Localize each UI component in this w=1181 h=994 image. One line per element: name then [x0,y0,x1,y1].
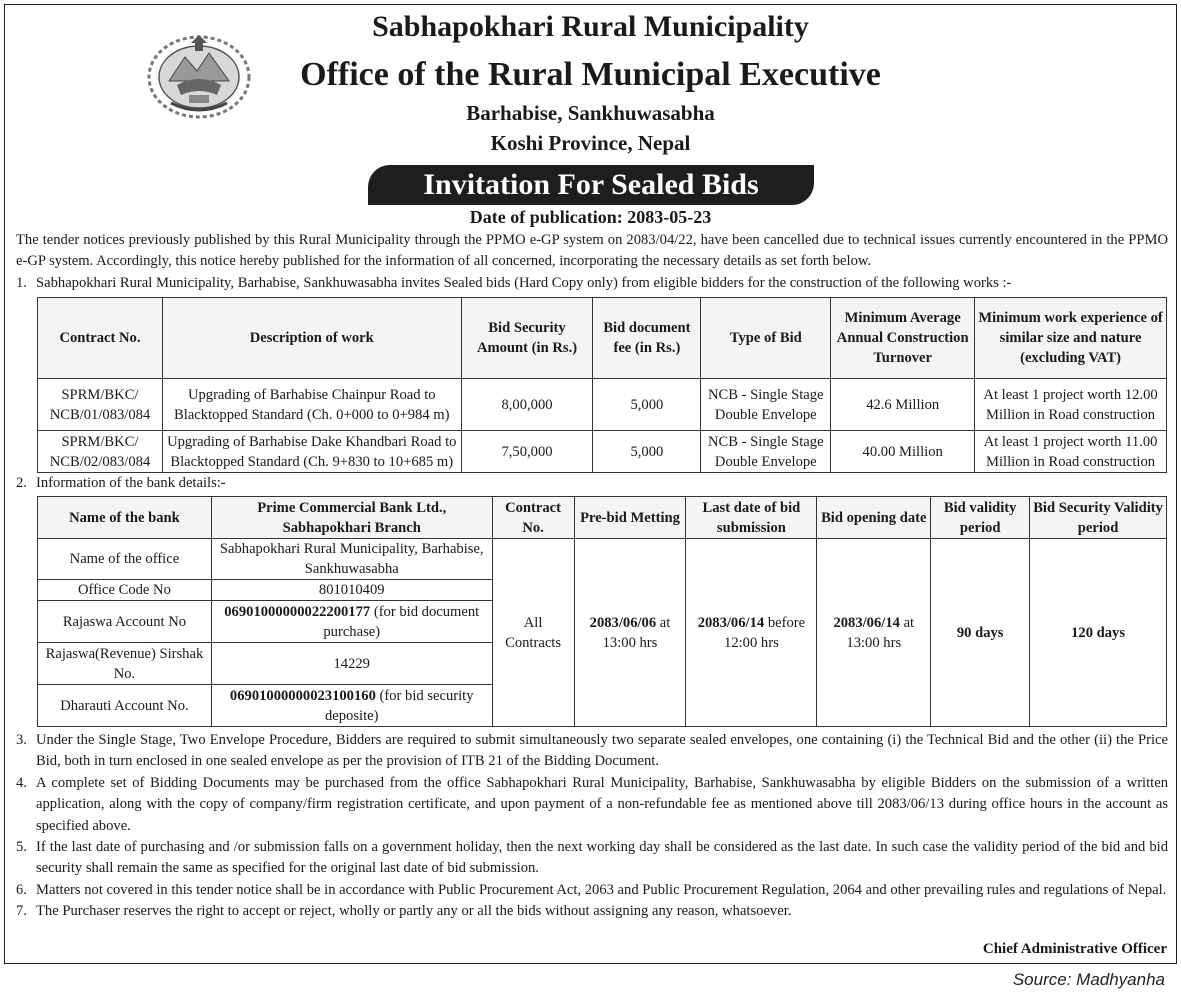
row-label: Rajaswa(Revenue) Sirshak No. [38,643,212,685]
list-item [16,730,1168,773]
row-value [211,643,492,685]
table-cell: 42.6 Million [831,379,975,431]
point-number: 6. [16,881,27,898]
row-value [211,685,492,727]
municipality-name: Sabhapokhari Rural Municipality [372,10,809,43]
opening-time: at 13:00 hrs [846,614,915,651]
col-header: Minimum work experience of similar size and nature (excluding VAT) [975,298,1167,379]
office-name: Office of the Rural Municipal Executive [300,56,881,93]
address-line-2: Koshi Province, Nepal [490,131,691,155]
contract-cell: All Contracts [492,539,574,727]
security-validity-cell: 120 days [1030,539,1167,727]
point-number: 1. [16,275,27,291]
title-banner: Invitation For Sealed Bids [368,165,814,205]
row-value-text: 801010409 [318,582,385,598]
col-header: Type of Bid [701,298,831,379]
prebid-time: at 13:00 hrs [602,614,671,651]
point-number: 4. [16,774,27,791]
notice-points [16,730,1168,923]
row-value [211,539,492,580]
table-row [38,379,1167,431]
col-header: Description of work [162,298,461,379]
intro-paragraph: The tender notices previously published by this Rural Municipality through the PPMO e-GP system on 2083/04/22, have been cancelled due to technical issues currently encountered in the PPMO e-GP system. Accordingly, this notice hereby published for the information of all concerned, incorporating the necessary details as set forth below. [16,232,1168,269]
works-table [37,297,1167,473]
point-number: 3. [16,732,27,748]
col-header: Pre-bid Metting [574,497,686,539]
publication-date: Date of publication: 2083-05-23 [469,207,712,227]
table-row [38,431,1167,473]
last-date-cell [686,539,817,727]
row-label: Dharauti Account No. [38,685,212,727]
address-line-1: Barhabise, Sankhuwasabha [466,101,715,125]
col-header: Minimum Average Annual Construction Turnover [831,298,975,379]
point-text: Sabhapokhari Rural Municipality, Barhabise, Sankhuwasabha invites Sealed bids (Hard Copy only) from eligible bidders for the construction of the following works :- [36,275,1012,291]
row-label: Rajaswa Account No [38,601,212,643]
point-text: A complete set of Bidding Documents may be purchased from the office Sabhapokhari Rural Municipality, Barhabise, Sankhuwasabha by eligible Bidders on the submission of a written application, along with the copy of company/firm registration certificate, and upon payment of a non-refundable fee as mentioned above till 2083/06/13 during office hours in the account as specified above. [36,774,1168,834]
point-number: 7. [16,903,27,920]
list-item [16,837,1168,880]
col-header: Bid document fee (in Rs.) [593,298,701,379]
point-text: Information of the bank details:- [36,475,226,491]
col-header: Name of the bank [38,497,212,539]
col-header: Bid Security Validity period [1030,497,1167,539]
point-text: The Purchaser reserves the right to accept or reject, wholly or partly any or all the bids without assigning any reason, whatsoever. [36,903,792,920]
bid-validity-cell: 90 days [931,539,1030,727]
point-text: Under the Single Stage, Two Envelope Procedure, Bidders are required to submit simultaneously two separate sealed envelopes, one containing (i) the Technical Bid and the other (ii) the Price Bid, both in turn enclosed in one sealed envelope as per the provision of ITB 21 of the Bidding Document. [36,732,1168,770]
col-header: Contract No. [492,497,574,539]
col-header: Bid validity period [931,497,1030,539]
row-label: Name of the office [38,539,212,580]
point-number: 5. [16,839,27,856]
table-cell: 5,000 [593,431,701,473]
signature-title: Chief Administrative Officer [982,941,1167,957]
list-item [16,901,1168,922]
point-1 [16,273,1168,294]
row-value-text: (for bid security deposite) [324,687,474,724]
list-item [16,880,1168,901]
table-cell: 40.00 Million [831,431,975,473]
col-header: Last date of bid submission [686,497,817,539]
list-item [16,773,1168,837]
table-cell: SPRM/BKC/ NCB/02/083/084 [38,431,163,473]
table-cell: NCB - Single Stage Double Envelope [701,379,831,431]
opening-date: 2083/06/14 [833,614,900,631]
col-header: Bid Security Amount (in Rs.) [461,298,593,379]
table-cell: At least 1 project worth 11.00 Million in Road construction [975,431,1167,473]
last-date: 2083/06/14 [697,614,765,631]
row-value-bold: 06901000000022200177 [224,603,371,620]
row-value [211,601,492,643]
last-date-time: before 12:00 hrs [724,614,806,651]
point-text: Matters not covered in this tender notice shall be in accordance with Public Procurement Act, 2063 and Public Procurement Regulation, 2064 and other prevailing rules and regulations of Nepal. [36,881,1167,898]
prebid-date: 2083/06/06 [589,614,657,631]
prebid-cell [574,539,686,727]
point-2 [16,473,1168,494]
table-cell: NCB - Single Stage Double Envelope [701,431,831,473]
row-label: Office Code No [38,580,212,601]
row-value [211,580,492,601]
row-value-text: (for bid document purchase) [323,603,480,640]
table-cell: Upgrading of Barhabise Chainpur Road to Blacktopped Standard (Ch. 0+000 to 0+984 m) [162,379,461,431]
col-header: Prime Commercial Bank Ltd., Sabhapokhari Branch [211,497,492,539]
table-row [38,539,1167,580]
table-cell: Upgrading of Barhabise Dake Khandbari Road to Blacktopped Standard (Ch. 9+830 to 10+685 m) [162,431,461,473]
table-cell: 7,50,000 [461,431,593,473]
point-number: 2. [16,475,27,491]
bank-details-table [37,496,1167,727]
row-value-bold: 06901000000023100160 [229,687,376,704]
col-header: Contract No. [38,298,163,379]
table-cell: 5,000 [593,379,701,431]
table-cell: 8,00,000 [461,379,593,431]
table-cell: SPRM/BKC/ NCB/01/083/084 [38,379,163,431]
row-value-text: Sabhapokhari Rural Municipality, Barhabise, Sankhuwasabha [219,541,484,577]
point-text: If the last date of purchasing and /or submission falls on a government holiday, then the next working day shall be considered as the last date. In such case the validity period of the bid and bid security shall remain the same as specified for the original last date of bid submission. [36,839,1168,877]
row-value-text: 14229 [333,655,370,672]
table-cell: At least 1 project worth 12.00 Million in Road construction [975,379,1167,431]
source-credit: Source: Madhyanha [1012,970,1165,989]
col-header: Bid opening date [817,497,931,539]
opening-date-cell [817,539,931,727]
